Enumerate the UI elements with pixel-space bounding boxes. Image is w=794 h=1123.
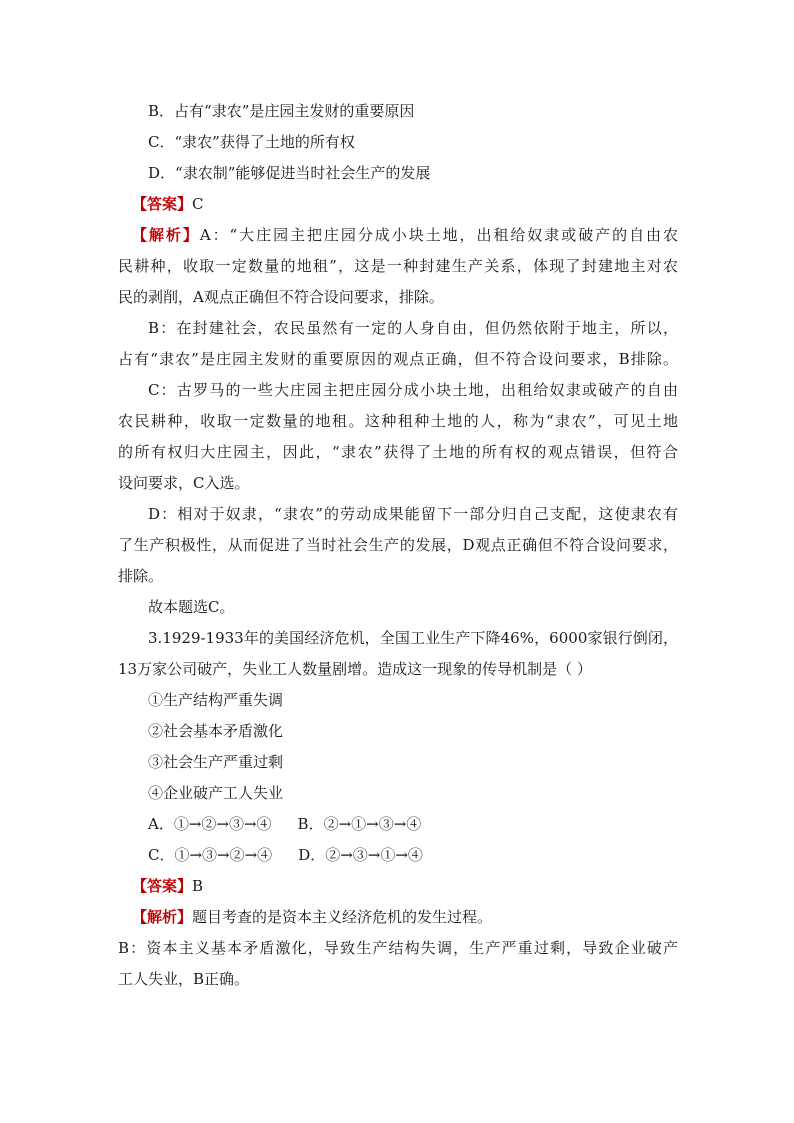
answer-q2 xyxy=(118,189,678,220)
q3-item-1: ①生产结构严重失调 xyxy=(148,691,284,709)
analysis-label: 【解析】 xyxy=(132,226,200,244)
q3-choice-a: A．①→②→③→④ xyxy=(148,815,272,833)
analysis-q2-c-line-4: 设问要求，C入选。 xyxy=(118,474,250,492)
analysis-q2-c-line-3: 的所有权归大庄园主，因此，“隶农”获得了土地的所有权的观点错误，但符合 xyxy=(118,443,678,461)
answer-label: 【答案】 xyxy=(132,877,193,895)
answer-label: 【答案】 xyxy=(132,195,193,213)
q3-item-2: ②社会基本矛盾激化 xyxy=(148,722,284,740)
analysis-q3-line-2: 工人失业，B正确。 xyxy=(118,970,250,988)
analysis-q2-d-line-3: 排除。 xyxy=(118,567,164,585)
option-d: D．“隶农制”能够促进当时社会生产的发展 xyxy=(148,164,431,182)
analysis-q2-b-line-1: B：在封建社会，农民虽然有一定的人身自由，但仍然依附于地主，所以， xyxy=(148,319,678,337)
question3-line-2: 13万家公司破产，失业工人数量剧增。造成这一现象的传导机制是（ ） xyxy=(118,660,592,678)
q3-choice-b: B．②→①→③→④ xyxy=(297,815,422,833)
answer-value: C xyxy=(192,195,204,213)
analysis-q3-intro: 【解析】题目考查的是资本主义经济危机的发生过程。 xyxy=(132,908,493,926)
q3-choice-d: D．②→③→①→④ xyxy=(298,846,423,864)
analysis-q2-a-line-3: 民的剥削，A观点正确但不符合设问要求，排除。 xyxy=(118,288,444,306)
option-c: C．“隶农”获得了土地的所有权 xyxy=(148,133,355,151)
analysis-q2-c-line-1: C：古罗马的一些大庄园主把庄园分成小块土地，出租给奴隶或破产的自由 xyxy=(148,381,678,399)
analysis-q3-line-1: B：资本主义基本矛盾激化，导致生产结构失调，生产严重过剩，导致企业破产 xyxy=(118,939,678,957)
q3-item-3: ③社会生产严重过剩 xyxy=(148,753,284,771)
analysis-q2-b-line-2: 占有“隶农”是庄园主发财的重要原因的观点正确，但不符合设问要求，B排除。 xyxy=(118,350,678,368)
option-b: B．占有“隶农”是庄园主发财的重要原因 xyxy=(148,102,415,120)
analysis-q2-d-line-2: 了生产积极性，从而促进了当时社会生产的发展，D观点正确但不符合设问要求， xyxy=(118,536,678,554)
analysis-q2-a-line-1: 【解析】A：“大庄园主把庄园分成小块土地，出租给奴隶或破产的自由农 xyxy=(132,226,678,244)
answer-q3 xyxy=(118,871,678,902)
document-body xyxy=(118,96,678,995)
analysis-q2-a-line-2: 民耕种，收取一定数量的地租”，这是一种封建生产关系，体现了封建地主对农 xyxy=(118,257,678,275)
conclusion-q2: 故本题选C。 xyxy=(148,598,235,616)
q3-choice-c: C．①→③→②→④ xyxy=(148,846,273,864)
q3-choices-row-1 xyxy=(118,809,678,840)
q3-item-4: ④企业破产工人失业 xyxy=(148,784,284,802)
analysis-label: 【解析】 xyxy=(132,908,193,926)
answer-value: B xyxy=(192,877,204,895)
analysis-q2-d-line-1: D：相对于奴隶，“隶农”的劳动成果能留下一部分归自己支配，这使隶农有 xyxy=(148,505,678,523)
question3-line-1: 3.1929-1933年的美国经济危机，全国工业生产下降46%，6000家银行倒闭， xyxy=(148,629,678,647)
analysis-q2-c-line-2: 农民耕种，收取一定数量的地租。这种租种土地的人，称为“隶农”，可见土地 xyxy=(118,412,678,430)
q3-choices-row-2 xyxy=(118,840,678,871)
